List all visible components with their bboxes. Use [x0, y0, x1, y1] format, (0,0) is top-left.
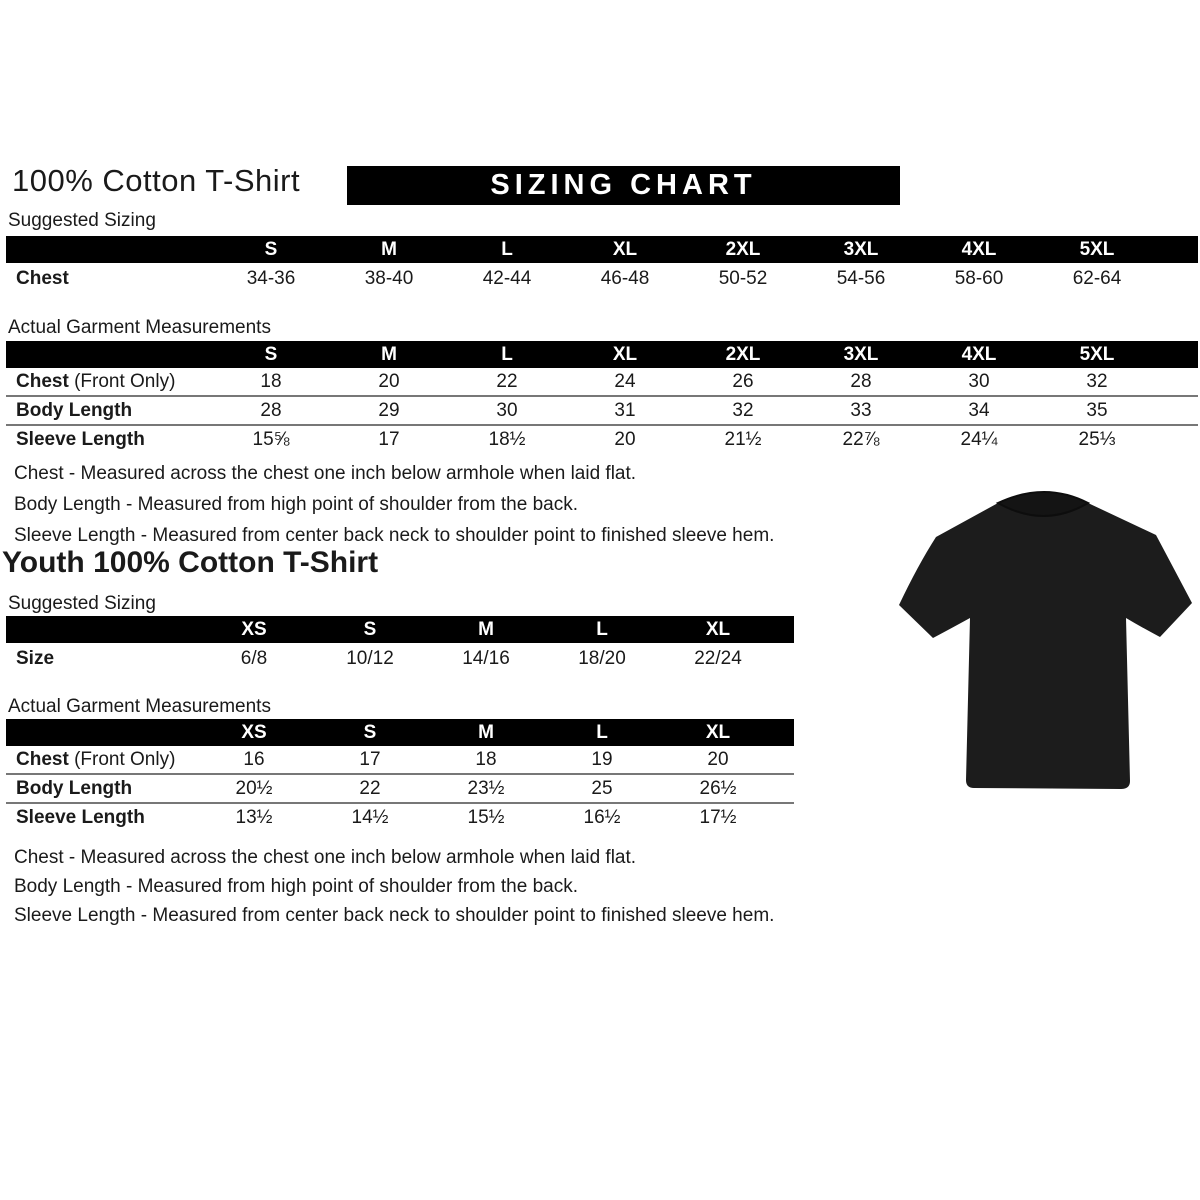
table-row-size: [6, 643, 794, 674]
cell: 22/24: [694, 647, 742, 669]
cell: 20: [614, 428, 636, 450]
adult-suggested-sizing-table: [6, 236, 1198, 294]
cell: 17: [378, 428, 400, 450]
col-header: 5XL: [1079, 238, 1115, 260]
table-header-row: [6, 719, 794, 746]
col-header: M: [381, 238, 397, 260]
col-header: 2XL: [725, 343, 761, 365]
table-row-body-length: [6, 397, 1198, 426]
col-header: S: [363, 618, 377, 640]
adult-actual-measurements-label: Actual Garment Measurements: [8, 317, 271, 338]
cell: 18½: [488, 428, 526, 450]
cell: 14½: [351, 806, 389, 828]
note-sleeve-length: Sleeve Length - Measured from center back neck to shoulder point to finished sleeve hem.: [14, 525, 775, 546]
sizing-chart-banner-label: SIZING CHART: [490, 169, 757, 201]
sizing-chart-banner: [347, 166, 900, 205]
cell: 15⅝: [252, 428, 290, 450]
cell: 15½: [467, 806, 505, 828]
cell: 30: [496, 399, 518, 421]
youth-measurement-notes: [14, 843, 774, 930]
note-sleeve-length: Sleeve Length - Measured from center back neck to shoulder point to finished sleeve hem.: [14, 905, 775, 926]
cell: 46-48: [600, 267, 650, 289]
table-header-row: [6, 341, 1198, 368]
cell: 19: [591, 748, 613, 770]
cell: 50-52: [718, 267, 768, 289]
col-header: 4XL: [961, 343, 997, 365]
row-label: Sleeve Length: [16, 806, 145, 828]
cell: 20½: [235, 777, 273, 799]
table-row-body-length: [6, 775, 794, 804]
col-header: XL: [705, 721, 731, 743]
cell: 32: [732, 399, 754, 421]
cell: 18: [475, 748, 497, 770]
table-header-row: [6, 616, 794, 643]
cell: 20: [707, 748, 729, 770]
page-title: 100% Cotton T-Shirt: [12, 163, 301, 198]
note-body-length: Body Length - Measured from high point of shoulder from the back.: [14, 494, 578, 515]
row-label: Body Length: [16, 777, 133, 799]
cell: 18/20: [578, 647, 626, 669]
cell: 30: [968, 370, 990, 392]
row-label: Sleeve Length: [16, 428, 145, 450]
col-header: L: [501, 238, 513, 260]
cell: 28: [260, 399, 282, 421]
cell: 22: [359, 777, 381, 799]
cell: 29: [378, 399, 400, 421]
cell: 20: [378, 370, 400, 392]
cell: 62-64: [1072, 267, 1122, 289]
cell: 32: [1086, 370, 1108, 392]
row-label: Size: [16, 647, 55, 669]
note-chest: Chest - Measured across the chest one inch below armhole when laid flat.: [14, 847, 637, 868]
cell: 24: [614, 370, 636, 392]
col-header: M: [478, 721, 494, 743]
col-header: XL: [705, 618, 731, 640]
adult-suggested-sizing-label: Suggested Sizing: [8, 210, 156, 231]
note-body-length: Body Length - Measured from high point of shoulder from the back.: [14, 876, 578, 897]
cell: 35: [1086, 399, 1108, 421]
cell: 25⅓: [1078, 428, 1116, 450]
cell: 21½: [724, 428, 762, 450]
cell: 33: [850, 399, 872, 421]
col-header: L: [596, 618, 608, 640]
cell: 22⅞: [842, 428, 880, 450]
cell: 13½: [235, 806, 273, 828]
table-row-chest: [6, 368, 1198, 397]
col-header: M: [381, 343, 397, 365]
youth-actual-measurements-table: [6, 719, 794, 831]
cell: 6/8: [240, 647, 268, 669]
cell: 34: [968, 399, 990, 421]
table-row-sleeve-length: [6, 804, 794, 831]
cell: 24¼: [960, 428, 998, 450]
adult-measurement-notes: [14, 458, 774, 551]
cell: 16: [243, 748, 265, 770]
row-label: Chest (Front Only): [16, 370, 176, 392]
table-row-sleeve-length: [6, 426, 1198, 453]
row-label: Chest (Front Only): [16, 748, 176, 770]
col-header: 3XL: [843, 343, 879, 365]
table-header-row: [6, 236, 1198, 263]
row-label: Body Length: [16, 399, 133, 421]
cell: 17: [359, 748, 381, 770]
col-header: XS: [241, 618, 267, 640]
cell: 26½: [699, 777, 737, 799]
note-chest: Chest - Measured across the chest one inch below armhole when laid flat.: [14, 463, 637, 484]
row-label: Chest: [16, 267, 69, 289]
table-row: [6, 263, 1198, 294]
youth-actual-measurements-label: Actual Garment Measurements: [8, 696, 271, 717]
cell: 58-60: [954, 267, 1004, 289]
col-header: XS: [241, 721, 267, 743]
cell: 23½: [467, 777, 505, 799]
col-header: M: [478, 618, 494, 640]
col-header: XL: [612, 238, 638, 260]
cell: 28: [850, 370, 872, 392]
col-header: L: [501, 343, 513, 365]
cell: 42-44: [482, 267, 532, 289]
col-header: 2XL: [725, 238, 761, 260]
cell: 17½: [699, 806, 737, 828]
col-header: S: [264, 343, 278, 365]
cell: 16½: [583, 806, 621, 828]
cell: 54-56: [836, 267, 886, 289]
col-header: 5XL: [1079, 343, 1115, 365]
cell: 10/12: [346, 647, 394, 669]
youth-suggested-sizing-table: [6, 616, 794, 674]
cell: 31: [614, 399, 636, 421]
black-tshirt-image: [893, 476, 1198, 818]
youth-title: Youth 100% Cotton T-Shirt: [2, 546, 379, 579]
adult-actual-measurements-table: [6, 341, 1198, 453]
cell: 18: [260, 370, 282, 392]
col-header: S: [264, 238, 278, 260]
col-header: XL: [612, 343, 638, 365]
col-header: 3XL: [843, 238, 879, 260]
cell: 22: [496, 370, 518, 392]
cell: 25: [591, 777, 613, 799]
col-header: L: [596, 721, 608, 743]
col-header: 4XL: [961, 238, 997, 260]
cell: 38-40: [364, 267, 414, 289]
table-row-chest: [6, 746, 794, 775]
col-header: S: [363, 721, 377, 743]
youth-suggested-sizing-label: Suggested Sizing: [8, 593, 156, 614]
cell: 14/16: [462, 647, 510, 669]
black-tshirt-icon: [893, 476, 1198, 818]
cell: 34-36: [246, 267, 296, 289]
cell: 26: [732, 370, 754, 392]
